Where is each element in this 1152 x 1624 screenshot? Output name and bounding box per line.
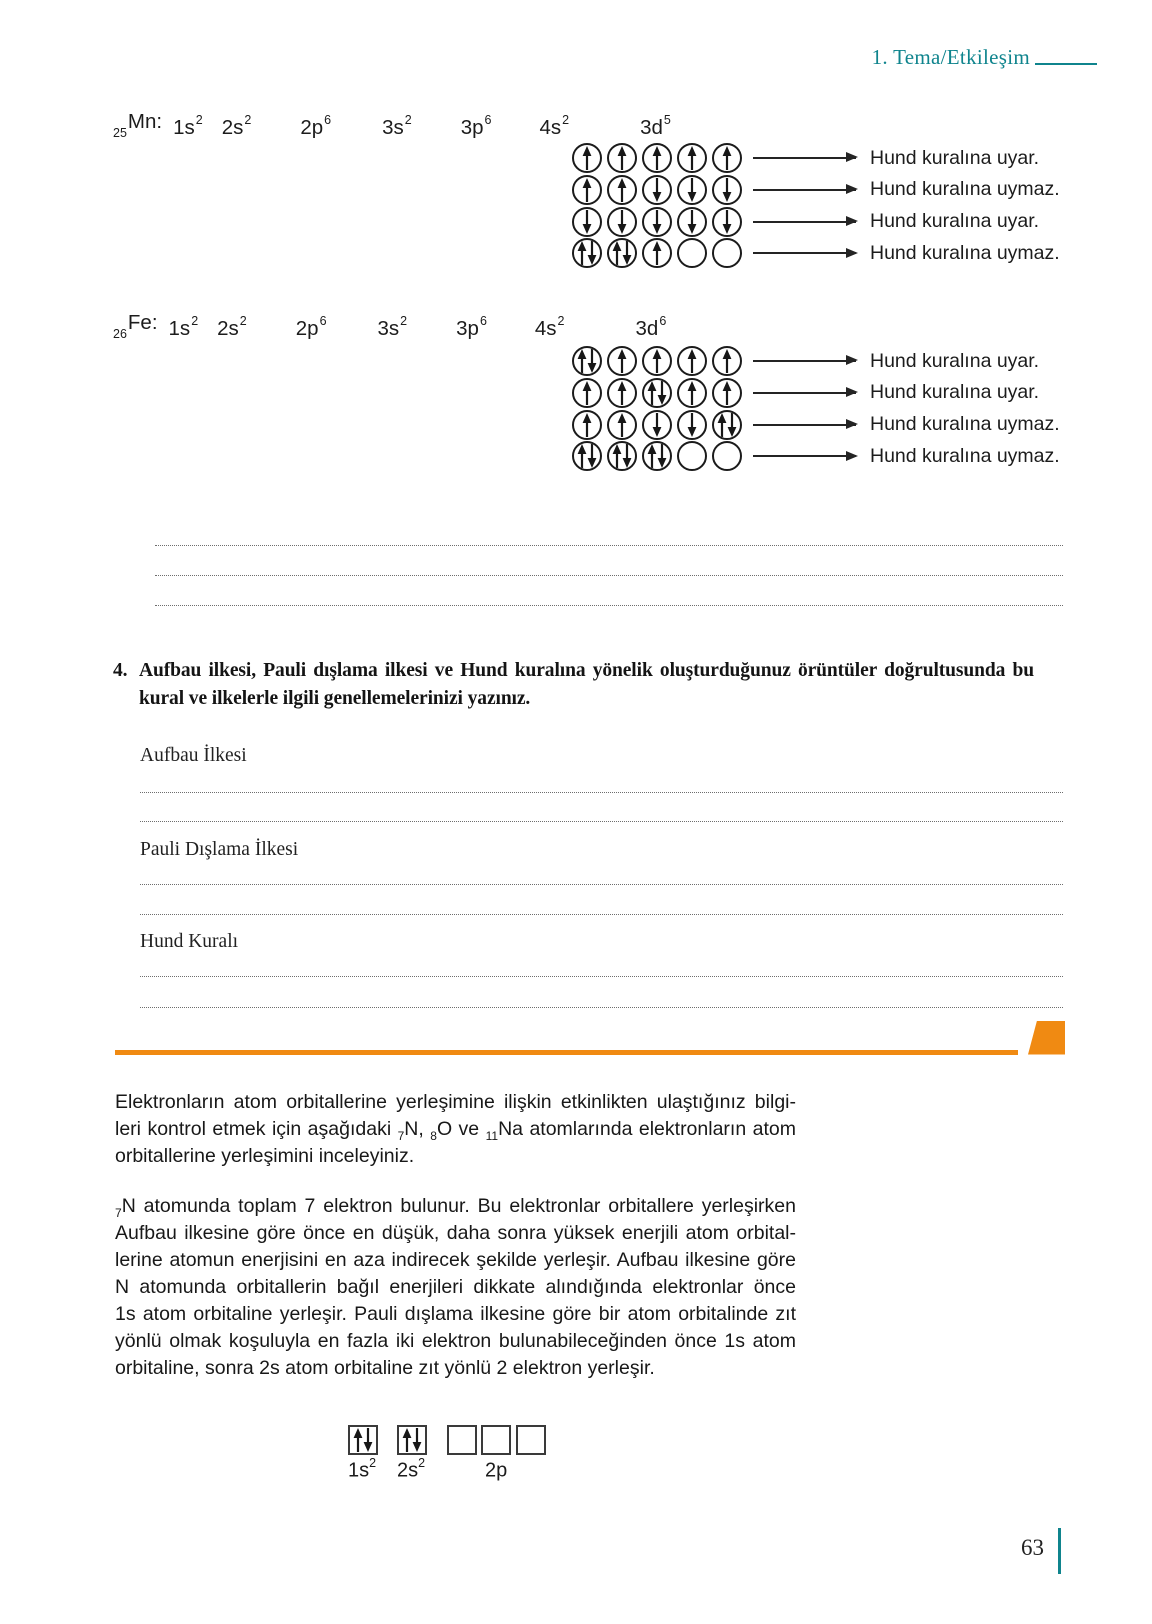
mn-electron-configuration bbox=[113, 110, 670, 145]
pointer-arrow bbox=[753, 189, 856, 191]
orbital-box bbox=[348, 1425, 378, 1455]
d-orbital-circles bbox=[572, 175, 742, 205]
orbital-diagram-row bbox=[572, 207, 1060, 237]
orbital-term: $1s^2$ bbox=[173, 113, 203, 139]
spin-up-arrow-icon bbox=[617, 349, 627, 373]
hund-result-label: Hund kuralına uymaz. bbox=[870, 444, 1060, 467]
answer-line bbox=[140, 976, 1063, 977]
spin-up-arrow-icon bbox=[577, 241, 587, 265]
orbital-diagram-row bbox=[572, 346, 1060, 376]
spin-up-arrow-icon bbox=[652, 349, 662, 373]
spin-up-arrow-icon bbox=[722, 349, 732, 373]
spin-up-arrow-icon bbox=[687, 381, 697, 405]
orbital-term: $3s^2$ bbox=[382, 113, 412, 139]
spin-down-arrow-icon bbox=[657, 381, 667, 405]
orbital-circle bbox=[642, 143, 672, 173]
orbital-box bbox=[397, 1425, 427, 1455]
atomic-number: 26 bbox=[113, 327, 127, 341]
orbital-circle bbox=[607, 378, 637, 408]
orbital-circle bbox=[712, 441, 742, 471]
paragraph-line: orbitaline, sonra 2s atom orbitaline zıt yönlü 2 elektron yerleşir. bbox=[115, 1357, 655, 1379]
orbital-circle bbox=[607, 441, 637, 471]
orbital-circle bbox=[642, 238, 672, 268]
spin-up-arrow-icon bbox=[577, 444, 587, 468]
spin-down-arrow-icon bbox=[587, 444, 597, 468]
orbital-term: $3d^6$ bbox=[635, 314, 667, 340]
orbital-term: $4s^2$ bbox=[539, 113, 570, 139]
orbital-circle bbox=[642, 346, 672, 376]
orbital-circle bbox=[712, 346, 742, 376]
pointer-arrow bbox=[753, 157, 856, 159]
subscript: 7 bbox=[397, 1128, 405, 1143]
d-orbital-circles bbox=[572, 441, 742, 471]
spin-up-arrow-icon bbox=[722, 146, 732, 170]
spin-down-arrow-icon bbox=[652, 178, 662, 202]
subscript: 8 bbox=[430, 1128, 437, 1143]
pointer-arrow bbox=[753, 424, 856, 426]
paragraph-line: Elektronların atom orbitallerine yerleşimine ilişkin etkinlikten ulaştığınız bilgi- bbox=[115, 1091, 796, 1113]
page-number: 63 bbox=[1021, 1535, 1044, 1560]
orbital-circle bbox=[642, 441, 672, 471]
answer-line bbox=[140, 792, 1063, 793]
orbital-circle bbox=[677, 175, 707, 205]
spin-up-arrow-icon bbox=[582, 413, 592, 437]
orbital-circle bbox=[572, 238, 602, 268]
spin-up-arrow-icon bbox=[687, 349, 697, 373]
spin-up-arrow-icon bbox=[582, 381, 592, 405]
d-orbital-circles bbox=[572, 378, 742, 408]
spin-down-arrow-icon bbox=[412, 1428, 422, 1452]
answer-line bbox=[140, 884, 1063, 885]
hund-result-label: Hund kuralına uymaz. bbox=[870, 413, 1060, 436]
spin-up-arrow-icon bbox=[612, 444, 622, 468]
pointer-arrow bbox=[753, 252, 856, 254]
orbital-circle bbox=[642, 207, 672, 237]
spin-up-arrow-icon bbox=[717, 413, 727, 437]
d-orbital-circles bbox=[572, 207, 742, 237]
hund-label: Hund Kuralı bbox=[140, 931, 239, 952]
spin-down-arrow-icon bbox=[727, 413, 737, 437]
answer-line bbox=[155, 545, 1063, 546]
orbital-circle bbox=[712, 207, 742, 237]
spin-up-arrow-icon bbox=[612, 241, 622, 265]
spin-down-arrow-icon bbox=[657, 444, 667, 468]
page-header-title: 1. Tema/Etkileşim bbox=[871, 45, 1030, 69]
orbital-circle bbox=[572, 378, 602, 408]
atomic-number: 25 bbox=[113, 126, 127, 140]
orbital-term: $2p^6$ bbox=[300, 113, 332, 139]
orbital-box-label: $2s^2$ bbox=[397, 1456, 426, 1482]
spin-down-arrow-icon bbox=[687, 210, 697, 234]
spin-down-arrow-icon bbox=[587, 349, 597, 373]
spin-down-arrow-icon bbox=[652, 413, 662, 437]
orbital-circle bbox=[712, 238, 742, 268]
orbital-term: $3p^6$ bbox=[456, 314, 487, 340]
question-text bbox=[139, 657, 1034, 713]
orbital-circle bbox=[572, 441, 602, 471]
orbital-circle bbox=[607, 346, 637, 376]
orbital-circle bbox=[572, 346, 602, 376]
orbital-box-label: 2p bbox=[485, 1459, 508, 1482]
spin-up-arrow-icon bbox=[577, 349, 587, 373]
d-orbital-circles bbox=[572, 410, 742, 440]
orbital-diagram-row bbox=[572, 175, 1060, 205]
aufbau-label: Aufbau İlkesi bbox=[140, 745, 247, 766]
mn-orbital-diagrams bbox=[572, 143, 1060, 268]
spin-up-arrow-icon bbox=[617, 381, 627, 405]
question-line: Aufbau ilkesi, Pauli dışlama ilkesi ve Hund kuralına yönelik oluşturduğunuz örüntüler doğrultusunda bu bbox=[139, 660, 1034, 681]
pointer-arrow bbox=[753, 392, 856, 394]
hund-result-label: Hund kuralına uyar. bbox=[870, 381, 1040, 404]
d-orbital-circles bbox=[572, 143, 742, 173]
spin-down-arrow-icon bbox=[687, 413, 697, 437]
orbital-circle bbox=[607, 207, 637, 237]
spin-down-arrow-icon bbox=[582, 210, 592, 234]
spin-down-arrow-icon bbox=[617, 210, 627, 234]
fe-electron-configuration bbox=[113, 311, 665, 346]
orbital-term: $1s^2$ bbox=[168, 314, 199, 340]
orbital-circle bbox=[572, 143, 602, 173]
orbital-term: $4s^2$ bbox=[534, 314, 565, 340]
orbital-circle bbox=[572, 410, 602, 440]
question-line: kural ve ilkelerle ilgili genellemelerinizi yazınız. bbox=[139, 688, 531, 709]
orbital-diagram-row bbox=[572, 410, 1060, 440]
orbital-circle bbox=[677, 143, 707, 173]
nitrogen-orbital-boxes bbox=[348, 1425, 546, 1455]
spin-down-arrow-icon bbox=[622, 241, 632, 265]
paragraph-line: 1s atom orbitaline yerleşir. Pauli dışlama ilkesine göre bir atom orbitalinde zıt bbox=[115, 1303, 796, 1325]
spin-up-arrow-icon bbox=[647, 444, 657, 468]
answer-line bbox=[155, 575, 1063, 576]
spin-up-arrow-icon bbox=[687, 146, 697, 170]
orbital-circle bbox=[677, 441, 707, 471]
paragraph-line: Aufbau ilkesine göre önce en düşük, daha sonra yüksek enerjili atom orbital- bbox=[115, 1222, 796, 1244]
spin-up-arrow-icon bbox=[617, 413, 627, 437]
spin-up-arrow-icon bbox=[353, 1428, 363, 1452]
orbital-term: $3p^6$ bbox=[460, 113, 492, 139]
orbital-circle bbox=[572, 175, 602, 205]
orbital-circle bbox=[677, 410, 707, 440]
orbital-term: $2p^6$ bbox=[295, 314, 327, 340]
spin-up-arrow-icon bbox=[582, 178, 592, 202]
spin-down-arrow-icon bbox=[587, 241, 597, 265]
hund-result-label: Hund kuralına uyar. bbox=[870, 146, 1040, 169]
spin-down-arrow-icon bbox=[722, 210, 732, 234]
orbital-term: $2s^2$ bbox=[221, 113, 252, 139]
hund-result-label: Hund kuralına uymaz. bbox=[870, 241, 1060, 264]
hund-result-label: Hund kuralına uymaz. bbox=[870, 178, 1060, 201]
pointer-arrow bbox=[753, 455, 856, 457]
spin-down-arrow-icon bbox=[363, 1428, 373, 1452]
element-symbol: Mn: bbox=[127, 110, 163, 133]
spin-up-arrow-icon bbox=[582, 146, 592, 170]
section-divider-line bbox=[115, 1050, 1018, 1055]
fe-orbital-diagrams bbox=[572, 346, 1060, 471]
orbital-circle bbox=[642, 410, 672, 440]
spin-up-arrow-icon bbox=[617, 146, 627, 170]
page-number-rule bbox=[1058, 1528, 1061, 1574]
subscript: 11 bbox=[485, 1128, 499, 1143]
orbital-term: $3s^2$ bbox=[377, 314, 408, 340]
orbital-circle bbox=[607, 238, 637, 268]
paragraph-line: N atomunda orbitallerin bağıl enerjileri dikkate alındığında elektronlar önce bbox=[115, 1276, 796, 1298]
orbital-diagram-row bbox=[572, 238, 1060, 268]
orbital-circle bbox=[712, 378, 742, 408]
spin-down-arrow-icon bbox=[722, 178, 732, 202]
paragraph-line: lerine atomun enerjisini en aza indirecek şekilde yerleşir. Aufbau ilkesine göre bbox=[115, 1249, 796, 1271]
orbital-circle bbox=[677, 346, 707, 376]
d-orbital-circles bbox=[572, 346, 742, 376]
answer-line bbox=[140, 821, 1063, 822]
orbital-box bbox=[447, 1425, 477, 1455]
orbital-box bbox=[516, 1425, 546, 1455]
spin-down-arrow-icon bbox=[622, 444, 632, 468]
orbital-diagram-row bbox=[572, 143, 1060, 173]
orbital-circle bbox=[607, 175, 637, 205]
paragraph-line: yönlü olmak koşuluyla en fazla iki elektron bulunabileceğinden önce 1s atom bbox=[115, 1330, 796, 1352]
hund-result-label: Hund kuralına uyar. bbox=[870, 210, 1040, 233]
spin-up-arrow-icon bbox=[402, 1428, 412, 1452]
paragraph-line: orbitallerine yerleşimini inceleyiniz. bbox=[115, 1145, 415, 1167]
spin-down-arrow-icon bbox=[652, 210, 662, 234]
answer-line bbox=[140, 914, 1063, 915]
hund-result-label: Hund kuralına uyar. bbox=[870, 349, 1040, 372]
orbital-circle bbox=[572, 207, 602, 237]
header-rule bbox=[1035, 63, 1097, 65]
paragraph-line: $_7$N atomunda toplam 7 elektron bulunur. Bu elektronlar orbitallere yerleşirken bbox=[115, 1195, 796, 1220]
orbital-circle bbox=[607, 410, 637, 440]
intro-paragraph bbox=[115, 1089, 796, 1170]
subscript: 7 bbox=[115, 1205, 122, 1220]
orbital-circle bbox=[677, 378, 707, 408]
orbital-circle bbox=[712, 143, 742, 173]
orbital-box bbox=[481, 1425, 511, 1455]
orbital-circle bbox=[677, 207, 707, 237]
spin-down-arrow-icon bbox=[687, 178, 697, 202]
orbital-circle bbox=[677, 238, 707, 268]
question-number: 4. bbox=[113, 660, 128, 681]
pauli-label: Pauli Dışlama İlkesi bbox=[140, 839, 299, 860]
orbital-circle bbox=[607, 143, 637, 173]
paragraph-line: leri kontrol etmek için aşağıdaki $_7$N, $_8$O ve $_{11}$Na atomlarında elektronların atom bbox=[115, 1118, 796, 1143]
orbital-circle bbox=[712, 175, 742, 205]
answer-line bbox=[155, 605, 1063, 606]
spin-up-arrow-icon bbox=[722, 381, 732, 405]
nitrogen-paragraph bbox=[115, 1193, 796, 1382]
pointer-arrow bbox=[753, 360, 856, 362]
orbital-term: $2s^2$ bbox=[217, 314, 247, 340]
question-4 bbox=[113, 657, 1034, 713]
pointer-arrow bbox=[753, 221, 856, 223]
orbital-term: $3d^5$ bbox=[640, 113, 671, 139]
d-orbital-circles bbox=[572, 238, 742, 268]
spin-up-arrow-icon bbox=[652, 146, 662, 170]
spin-up-arrow-icon bbox=[647, 381, 657, 405]
orbital-diagram-row bbox=[572, 441, 1060, 471]
orbital-box-label: $1s^2$ bbox=[348, 1456, 377, 1482]
orbital-circle bbox=[642, 378, 672, 408]
element-symbol: Fe: bbox=[127, 311, 158, 334]
orbital-circle bbox=[712, 410, 742, 440]
orbital-diagram-row bbox=[572, 378, 1060, 408]
spin-up-arrow-icon bbox=[617, 178, 627, 202]
orbital-circle bbox=[642, 175, 672, 205]
answer-line bbox=[140, 1007, 1063, 1008]
section-divider-marker bbox=[1028, 1021, 1065, 1055]
spin-up-arrow-icon bbox=[652, 241, 662, 265]
